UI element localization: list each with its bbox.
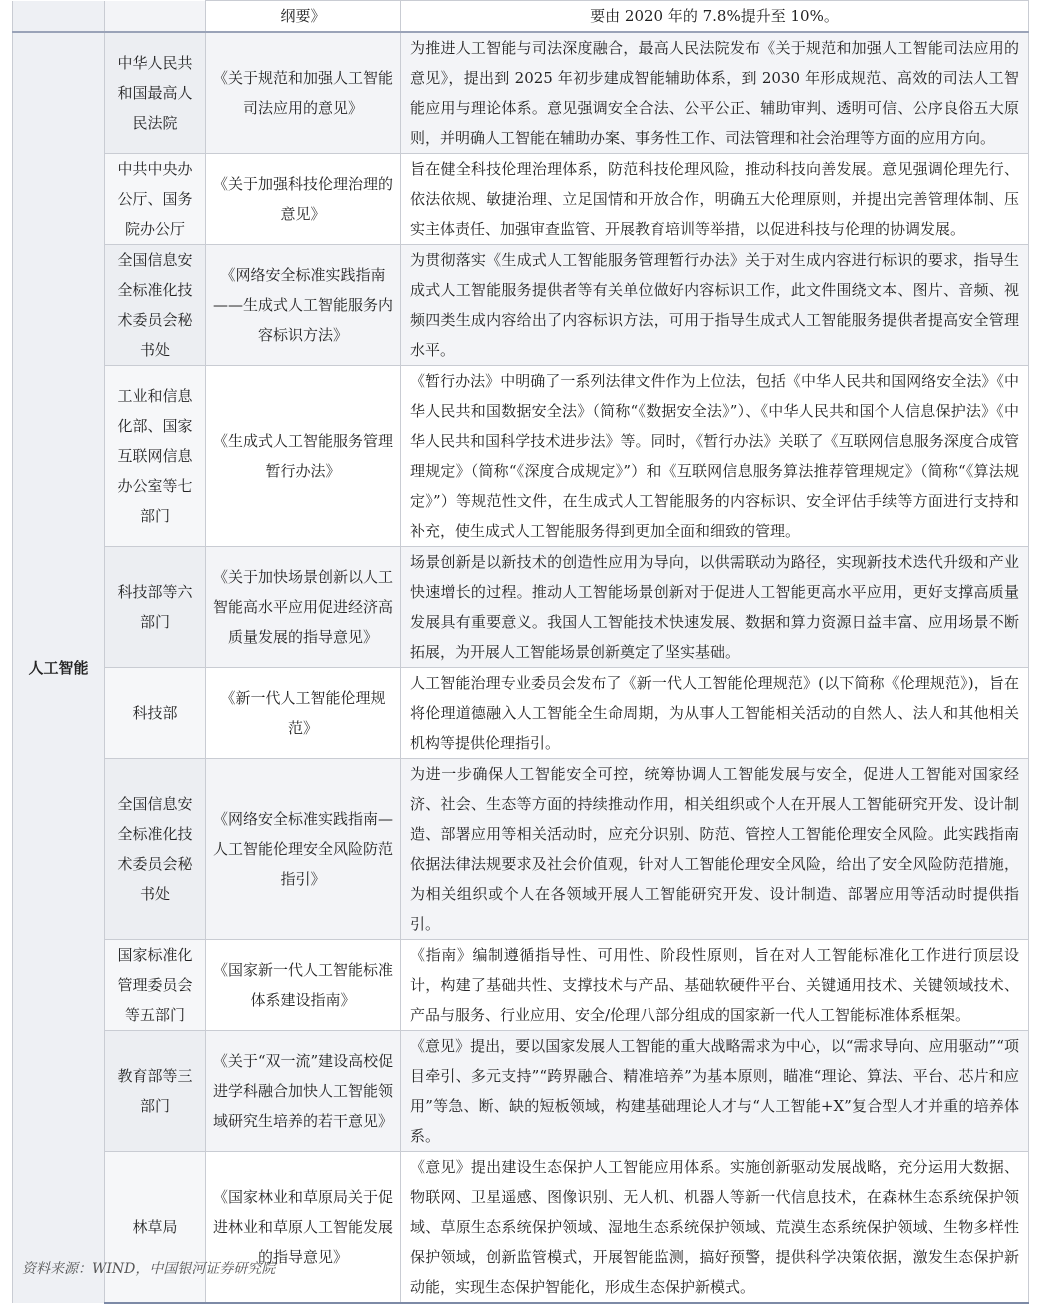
- org-cell: 工业和信息化部、国家互联网信息办公室等七部门: [105, 366, 206, 547]
- org-cell: 科技部: [105, 668, 206, 759]
- desc-cell: 为贯彻落实《生成式人工智能服务管理暂行办法》关于对生成内容进行标识的要求，指导生成式人工智能服务提供者等有关单位做好内容标识工作，此文件围绕文本、图片、音频、视频四类生成内容给出了内容标识方法，可用于指导生成式人工智能服务提供者提高安全管理水平。: [401, 245, 1029, 366]
- desc-cell-prev: 要由 2020 年的 7.8%提升至 10%。: [401, 1, 1029, 33]
- title-cell: 《关于“双一流”建设高校促进学科融合加快人工智能领域研究生培养的若干意见》: [206, 1031, 401, 1152]
- org-cell: 全国信息安全标准化技术委员会秘书处: [105, 245, 206, 366]
- title-cell-prev: 纲要》: [206, 1, 401, 33]
- table-row: [13, 1152, 1029, 1304]
- table-row-continuation: [13, 1, 1029, 33]
- org-cell: 林草局: [105, 1152, 206, 1304]
- category-cell-prev: [13, 1, 105, 33]
- org-cell: 教育部等三部门: [105, 1031, 206, 1152]
- title-cell: 《关于加强科技伦理治理的意见》: [206, 154, 401, 245]
- table-row: [13, 1031, 1029, 1152]
- title-cell: 《关于加快场景创新以人工智能高水平应用促进经济高质量发展的指导意见》: [206, 547, 401, 668]
- table-row: [13, 547, 1029, 668]
- desc-cell: 人工智能治理专业委员会发布了《新一代人工智能伦理规范》(以下简称《伦理规范》)，旨在将伦理道德融入人工智能全生命周期，为从事人工智能相关活动的自然人、法人和其他相关机构等提供伦理指引。: [401, 668, 1029, 759]
- desc-cell: 场景创新是以新技术的创造性应用为导向，以供需联动为路径，实现新技术迭代升级和产业快速增长的过程。推动人工智能场景创新对于促进人工智能更高水平应用，更好支撑高质量发展具有重要意义。我国人工智能技术快速发展、数据和算力资源日益丰富、应用场景不断拓展，为开展人工智能场景创新奠定了坚实基础。: [401, 547, 1029, 668]
- title-cell: 《网络安全标准实践指南—人工智能伦理安全风险防范指引》: [206, 759, 401, 940]
- org-cell-prev: [105, 1, 206, 33]
- source-note: 资料来源：WIND，中国银河证券研究院: [22, 1261, 276, 1277]
- org-cell: 国家标准化管理委员会等五部门: [105, 940, 206, 1031]
- desc-cell: 《暂行办法》中明确了一系列法律文件作为上位法，包括《中华人民共和国网络安全法》《中华人民共和国数据安全法》（简称“《数据安全法》”）、《中华人民共和国个人信息保护法》《中华人民共和国科学技术进步法》等。同时，《暂行办法》关联了《互联网信息服务深度合成管理规定》（简称“《深度合成规定》”）和《互联网信息服务算法推荐管理规定》（简称“《算法规定》”）等规范性文件，在生成式人工智能服务的内容标识、安全评估手续等方面进行支持和补充，使生成式人工智能服务得到更加全面和细致的管理。: [401, 366, 1029, 547]
- org-cell: 科技部等六部门: [105, 547, 206, 668]
- policy-table-frame: [12, 0, 1028, 1304]
- category-cell: 人工智能: [13, 32, 105, 1303]
- table-row: [13, 940, 1029, 1031]
- table-row: [13, 154, 1029, 245]
- desc-cell: 旨在健全科技伦理治理体系，防范科技伦理风险，推动科技向善发展。意见强调伦理先行、依法依规、敏捷治理、立足国情和开放合作，明确五大伦理原则，并提出完善管理体制、压实主体责任、加强审查监管、开展教育培训等举措，以促进科技与伦理的协调发展。: [401, 154, 1029, 245]
- table-row: [13, 245, 1029, 366]
- desc-cell: 《意见》提出建设生态保护人工智能应用体系。实施创新驱动发展战略，充分运用大数据、物联网、卫星遥感、图像识别、无人机、机器人等新一代信息技术，在森林生态系统保护领域、草原生态系统保护领域、湿地生态系统保护领域、荒漠生态系统保护领域、生物多样性保护领域，创新监管模式，开展智能监测，搞好预警，提供科学决策依据，激发生态保护新动能，实现生态保护智能化，形成生态保护新模式。: [401, 1152, 1029, 1304]
- title-cell: 《生成式人工智能服务管理暂行办法》: [206, 366, 401, 547]
- org-cell: 全国信息安全标准化技术委员会秘书处: [105, 759, 206, 940]
- desc-cell: 为推进人工智能与司法深度融合，最高人民法院发布《关于规范和加强人工智能司法应用的意见》，提出到 2025 年初步建成智能辅助体系，到 2030 年形成规范、高效的司法人工智能应用与理论体系。意见强调安全合法、公平公正、辅助审判、透明可信、公序良俗五大原则，并明确人工智能在辅助办案、事务性工作、司法管理和社会治理等方面的应用方向。: [401, 32, 1029, 154]
- org-cell: 中华人民共和国最高人民法院: [105, 32, 206, 154]
- title-cell: 《网络安全标准实践指南——生成式人工智能服务内容标识方法》: [206, 245, 401, 366]
- desc-cell: 为进一步确保人工智能安全可控，统筹协调人工智能发展与安全，促进人工智能对国家经济、社会、生态等方面的持续推动作用，相关组织或个人在开展人工智能研究开发、设计制造、部署应用等相关活动时，应充分识别、防范、管控人工智能伦理安全风险。此实践指南依据法律法规要求及社会价值观，针对人工智能伦理安全风险，给出了安全风险防范措施，为相关组织或个人在各领域开展人工智能研究开发、设计制造、部署应用等活动时提供指引。: [401, 759, 1029, 940]
- title-cell: 《国家新一代人工智能标准体系建设指南》: [206, 940, 401, 1031]
- desc-cell: 《意见》提出，要以国家发展人工智能的重大战略需求为中心，以“需求导向、应用驱动”“项目牵引、多元支持”“跨界融合、精准培养”为基本原则，瞄准“理论、算法、平台、芯片和应用”等急、断、缺的短板领域，构建基础理论人才与“人工智能+X”复合型人才并重的培养体系。: [401, 1031, 1029, 1152]
- org-cell: 中共中央办公厅、国务院办公厅: [105, 154, 206, 245]
- title-cell: 《新一代人工智能伦理规范》: [206, 668, 401, 759]
- table-row: [13, 668, 1029, 759]
- desc-cell: 《指南》编制遵循指导性、可用性、阶段性原则，旨在对人工智能标准化工作进行顶层设计，构建了基础共性、支撑技术与产品、基础软硬件平台、关键通用技术、关键领域技术、产品与服务、行业应用、安全/伦理八部分组成的国家新一代人工智能标准体系框架。: [401, 940, 1029, 1031]
- title-cell: 《关于规范和加强人工智能司法应用的意见》: [206, 32, 401, 154]
- title-cell: 《国家林业和草原局关于促进林业和草原人工智能发展的指导意见》: [206, 1152, 401, 1304]
- table-row: [13, 32, 1029, 154]
- table-row: [13, 759, 1029, 940]
- table-row: [13, 366, 1029, 547]
- policy-table: [12, 0, 1029, 1304]
